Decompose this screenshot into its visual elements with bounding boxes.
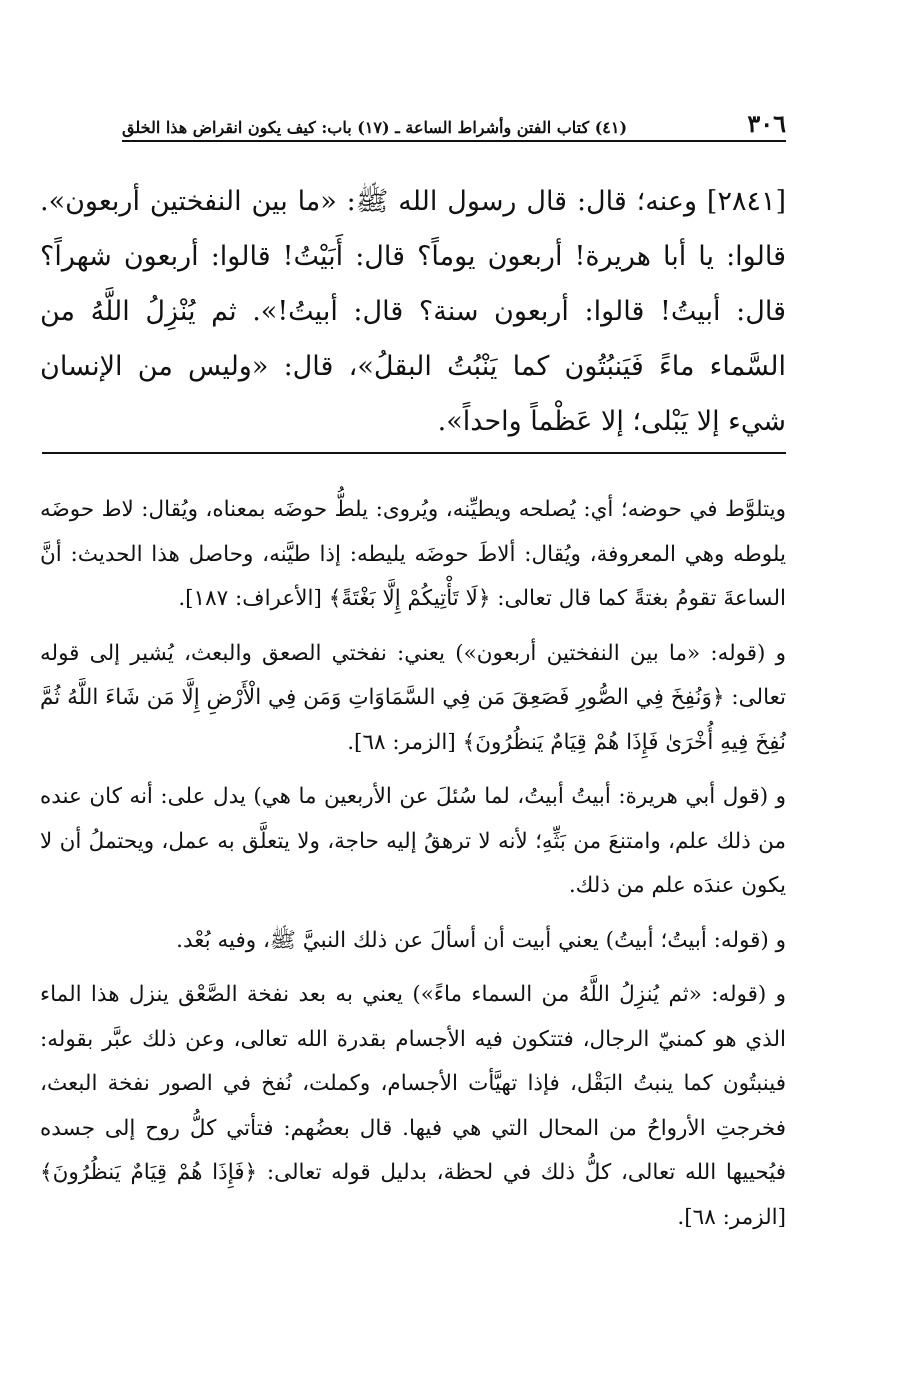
page-number: ٣٠٦ xyxy=(747,109,786,138)
commentary xyxy=(40,488,786,1250)
running-title: (٤١) كتاب الفتن وأشراط الساعة ـ (١٧) باب: كيف يكون انقراض هذا الخلق xyxy=(122,118,628,137)
commentary-paragraph-2: و (قوله: «ما بين النفختين أربعون») يعني: نفختي الصعق والبعث، يُشير إلى قوله تعالى: ﴿وَنُفِخَ فِي الصُّورِ فَصَعِقَ مَن فِي السَّمَاوَاتِ وَمَن فِي الْأَرْضِ إِلَّا مَن شَاءَ اللَّهُ ثُمَّ نُفِخَ فِيهِ أُخْرَىٰ فَإِذَا هُمْ قِيَامٌ يَنظُرُونَ﴾ [الزمر: ٦٨]. xyxy=(40,640,786,755)
commentary-paragraph-5: و (قوله: «ثم يُنزِلُ اللَّهُ من السماء ماءً») يعني به بعد نفخة الصَّعْق ينزل هذا الماء الذي هو كمنيّ الرجال، فتتكون فيه الأجسام بقدرة الله تعالى، وعن ذلك عبَّر بقوله: فينبتُون كما ينبتُ البَقْل، فإذا تهيَّأت الأجسام، وكملت، نُفخ في الصور نفخة البعث، فخرجتِ الأرواحُ من المحال التي هي فيها. قال بعضُهم: فتأتي كلُّ روح إلى جسده فيُحييها الله تعالى، كلُّ ذلك في لحظة، بدليل قوله تعالى: ﴿فَإِذَا هُمْ قِيَامٌ يَنظُرُونَ﴾ [الزمر: ٦٨]. xyxy=(40,982,786,1230)
page-header xyxy=(122,108,786,142)
hadith-text: [٢٨٤١] وعنه؛ قال: قال رسول الله ﷺ: «ما بين النفختين أربعون». قالوا: يا أبا هريرة! أربعون يوماً؟ قال: أَبَيْتُ! قالوا: أربعون شهراً؟ قال: أبيتُ! قالوا: أربعون سنة؟ قال: أبيتُ!». ثم يُنْزِلُ اللَّهُ من السَّماء ماءً فَيَنبُتُون كما يَنْبُتُ البقلُ»، قال: «وليس من الإنسان شيء إلا يَبْلى؛ إلا عَظْماً واحداً». xyxy=(40,186,786,437)
commentary-paragraph-3: و (قول أبي هريرة: أبيتُ أبيتُ، لما سُئلَ عن الأربعين ما هي) يدل على: أنه كان عنده من ذلك علم، وامتنعَ من بَثِّهِ؛ لأنه لا ترهقُ إليه حاجة، ولا يتعلَّق به عمل، ويحتملُ أن لا يكون عندَه علم من ذلك. xyxy=(40,784,786,898)
commentary-paragraph-4: و (قوله: أبيتُ؛ أبيتُ) يعني أبيت أن أسألَ عن ذلك النبيَّ ﷺ، وفيه بُعْد. xyxy=(176,927,786,953)
section-divider xyxy=(42,452,786,454)
commentary-paragraph-1: ويتلوَّط في حوضه؛ أي: يُصلحه ويطيِّنه، ويُروى: يلطُّ حوضَه بمعناه، ويُقال: لاط حوضَه يلوطه وهي المعروفة، ويُقال: ألاطَ حوضَه يليطه: إذا طيَّنه، وحاصل هذا الحديث: أنَّ الساعةَ تقومُ بغتةً كما قال تعالى: ﴿لَا تَأْتِيكُمْ إِلَّا بَغْتَةً﴾ [الأعراف: ١٨٧]. xyxy=(40,497,786,611)
